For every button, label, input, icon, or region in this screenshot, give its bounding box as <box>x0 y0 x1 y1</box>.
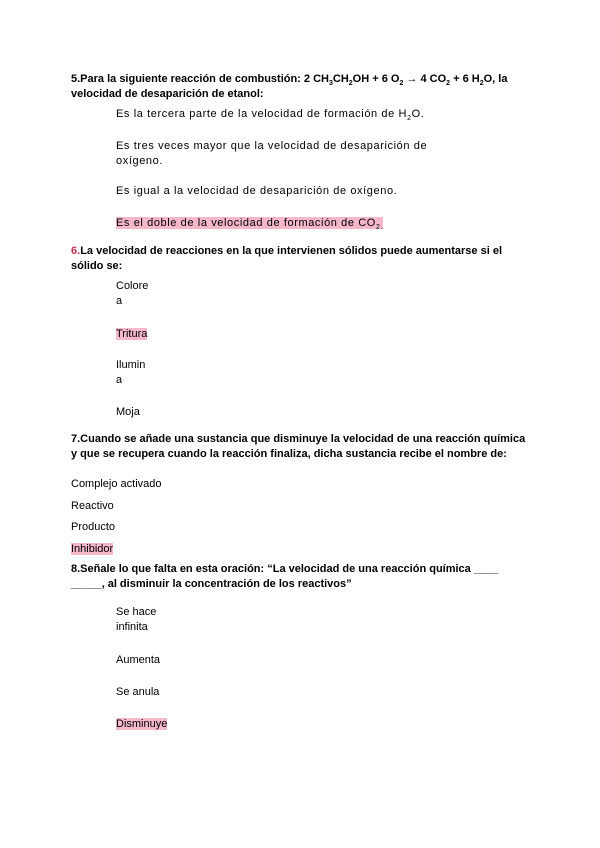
q5-option-1-text: Es la tercera parte de la velocidad de formación de H <box>116 108 408 120</box>
question-5-text-a: 5.Para la siguiente reacción de combustión: 2 CH <box>71 73 329 85</box>
q6-option-3-line-1: Ilumin <box>116 359 146 371</box>
q7-option-2-text: Reactivo <box>71 500 114 512</box>
q6-option-4[interactable] <box>116 405 140 420</box>
q5-option-4-text: Es el doble de la velocidad de formación de CO <box>116 217 376 229</box>
q7-option-2[interactable] <box>71 499 114 514</box>
q5-option-4-sub: 2. <box>375 224 384 232</box>
q8-option-1-line-1: Se hace <box>116 606 157 618</box>
q6-option-2-correct[interactable] <box>116 327 147 342</box>
sub-2: 2 <box>348 80 353 88</box>
question-5-text-f: O, la velocidad de desaparición de etanol: <box>71 73 508 100</box>
sub-1: 3 <box>328 80 333 88</box>
question-5-text-e: + 6 H <box>450 73 480 85</box>
question-6-number: 6. <box>71 245 81 257</box>
q5-option-1-text-end: O. <box>411 108 425 120</box>
q8-option-2[interactable] <box>116 653 160 668</box>
question-5-text-c: OH + 6 O <box>352 73 400 85</box>
q6-option-1-line-2: a <box>116 295 123 307</box>
q5-option-1[interactable] <box>116 107 424 122</box>
q8-option-1-line-2: infinita <box>116 621 148 633</box>
q7-option-4-correct[interactable] <box>71 542 113 557</box>
q5-option-4-highlight <box>116 217 384 232</box>
question-8 <box>71 562 531 592</box>
question-8-text: 8.Señale lo que falta en esta oración: “La velocidad de una reacción química ____ _____, al disminuir la concentración de los reactivos” <box>71 563 499 590</box>
q7-option-1-text: Complejo activado <box>71 478 162 490</box>
q7-option-3[interactable] <box>71 520 115 535</box>
q8-option-3-text: Se anula <box>116 686 160 698</box>
q8-option-2-text: Aumenta <box>116 654 161 666</box>
q5-option-2[interactable] <box>116 139 427 169</box>
sub-5: 2 <box>479 80 484 88</box>
question-5-text-d: → 4 CO <box>403 73 447 85</box>
question-7 <box>71 432 531 462</box>
sub-4: 2 <box>446 80 451 88</box>
q8-option-3[interactable] <box>116 685 159 700</box>
q5-option-2-line-2: oxígeno. <box>116 155 164 167</box>
q6-option-1[interactable] <box>116 279 148 309</box>
question-5 <box>71 72 531 102</box>
q6-option-1-line-1: Colore <box>116 280 149 292</box>
q7-option-1[interactable] <box>71 477 162 492</box>
q8-option-4-correct[interactable] <box>116 717 167 732</box>
q8-option-1[interactable] <box>116 605 156 635</box>
q7-option-4-text: Inhibidor <box>71 543 114 555</box>
q6-option-3-line-2: a <box>116 374 123 386</box>
sub-3: 2 <box>399 80 404 88</box>
question-6 <box>71 244 531 274</box>
q5-option-3[interactable] <box>116 184 397 199</box>
q6-option-2-text: Tritura <box>116 328 148 340</box>
q5-option-2-line-1: Es tres veces mayor que la velocidad de desaparición de <box>116 140 428 152</box>
q6-option-4-text: Moja <box>116 406 140 418</box>
q8-option-4-text: Disminuye <box>116 718 168 730</box>
question-7-text: 7.Cuando se añade una sustancia que disminuye la velocidad de una reacción química y que se recupera cuando la reacción finaliza, dicha sustancia recibe el nombre de: <box>71 433 526 460</box>
question-6-text: La velocidad de reacciones en la que intervienen sólidos puede aumentarse si el sólido se: <box>71 245 503 272</box>
q5-option-3-text: Es igual a la velocidad de desaparición de oxígeno. <box>116 185 398 197</box>
question-5-text-b: CH <box>332 73 349 85</box>
q6-option-3[interactable] <box>116 358 145 388</box>
q7-option-3-text: Producto <box>71 521 116 533</box>
q5-option-1-sub: 2 <box>407 115 412 123</box>
q5-option-4-correct[interactable] <box>116 216 383 231</box>
